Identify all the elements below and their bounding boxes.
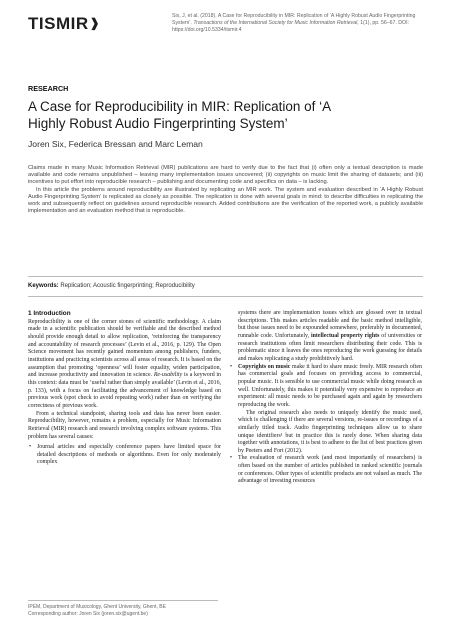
body-text: systems there are implementation issues which are glossed over in textual descriptions. This makes articles readable and the basic method intelligible, but those issues need to be expounded somewhere, preferably in documented, runnable code. Unfortunately, bbox=[238, 310, 422, 339]
journal-logo bbox=[28, 14, 100, 34]
keywords-bottom-divider bbox=[28, 296, 423, 297]
keywords-text: Replication; Acoustic fingerprinting; Reproducibility bbox=[60, 283, 195, 289]
citation-journal2: Music Information Retrieval, bbox=[294, 20, 359, 26]
body-text: make it hard to share music freely. MIR research often has commercial goals and focuses on providing access to commercial, popular music. It is sensible to use commercial music while doing research as well. Unfortunately, this makes it potentially very expensive to reproduce an experiment: all music needs to be purchased again and again by researchers reproducing the work. bbox=[238, 363, 422, 408]
bullet-item bbox=[229, 364, 422, 410]
article-type-label: RESEARCH bbox=[28, 84, 69, 93]
abstract-paragraph-2: In this article the problems around reproducibility are illustrated by replicating an MIR work. The system and evaluation described in ‘A Highly Robust Audio Fingerprinting System’ is replicated as closely as possible. The replication is done with several goals in mind: to describe difficulties in replicating the work and subsequently reflect on guidelines around reproducible research. Added contributions are the verification of the reported work, a publicly available implementation and an evaluation method that is reproducible. bbox=[28, 186, 423, 215]
title-line-2: Highly Robust Audio Fingerprinting System’ bbox=[28, 116, 288, 131]
body-bold-term: Copyrights on music bbox=[238, 363, 291, 370]
citation-tail: 1(1), pp. 56–67. DOI: https://doi.org/10.5334/tismir.4 bbox=[172, 20, 409, 33]
body-italic-term: Re-usability bbox=[153, 372, 183, 379]
citation-line2: Robust Audio Fingerprinting System’. bbox=[172, 13, 416, 26]
logo-arrow-icon: ❱ bbox=[89, 16, 101, 30]
article-title bbox=[28, 98, 428, 132]
affiliation-line: IPEM, Department of Musicology, Ghent University, Ghent, BE bbox=[28, 604, 166, 610]
body-column-right bbox=[229, 310, 422, 486]
bullet-item: • The evaluation of research work (and most importantly of researchers) is often based on the number of articles published in ranked scientific journals or conferences. Other types of scientific products are not valued as much. The advantage of investing resources bbox=[229, 455, 422, 486]
body-text: Reproducibility is one of the corner stones of scientific methodology. A claim made in a scientific publication should be verifiable and the described method should provide enough detail to allow replication, ‘reinforcing the transparency and accountability of research processes’ (Levin et al., 2016, p. 129). The Open Science movement has recently gained momentum among publishers, funders, institutions and practicing scientists across all areas of research. It is based on the assumption that promoting ‘openness’ will foster equality, widen participation, and increase productivity and innovation in science. bbox=[28, 318, 221, 379]
body-paragraph bbox=[229, 310, 422, 364]
author-list: Joren Six, Federica Bressan and Marc Leman bbox=[28, 139, 203, 149]
section-heading: 1 Introduction bbox=[28, 310, 71, 317]
footnote-divider bbox=[28, 600, 218, 601]
bullet-item: • Journal articles and especially conference papers have limited space for detailed descriptions of methods or algorithms. Even for only moderately complex bbox=[28, 444, 221, 467]
body-text: of universities or research institutions often limit researchers distributing their code. This is problematic since it leaves the ones reproducing the work guessing for details and makes replicating a study prohibitively hard. bbox=[238, 332, 422, 362]
citation-journal: Transactions of the International Society for bbox=[193, 20, 294, 26]
keywords-label: Keywords: bbox=[28, 283, 59, 289]
affiliation-footnote bbox=[28, 604, 248, 618]
abstract-paragraph-1: Claims made in many Music Information Retrieval (MIR) publications are hard to verify due to the fact that (i) often only a textual description is made available and code remains unpublished – leaving many implementation issues uncovered; (ii) copyrights on music limit the sharing of datasets; and (iii) incentives to put effort into reproducible research – publishing and documenting code and specifics on data – is lacking. bbox=[28, 165, 423, 186]
body-paragraph: From a technical standpoint, sharing tools and data has never been easier. Reproducibility, however, remains a problem, especially for Music Information Retrieval (MIR) research and research involving complex software systems. This problem has several causes: bbox=[28, 410, 221, 440]
citation-line1: Six, J, et al. (2018). A Case for Reproducibility in MIR: Replication of ‘A Highly bbox=[172, 13, 350, 19]
body-column-left bbox=[28, 310, 221, 467]
title-line-1: A Case for Reproducibility in MIR: Replication of ‘A bbox=[28, 99, 332, 114]
body-paragraph bbox=[28, 319, 221, 411]
abstract bbox=[28, 165, 423, 215]
keywords-line bbox=[28, 283, 195, 289]
body-text: is a keyword in this context: data must be ‘useful rather than simply available’ (Levin et al., 2016, p. 133), with a focus on facilitating the advancement of knowledge based on previous work (spot check to avoid repeating work) rather than on verifying the correctness of previous work. bbox=[28, 372, 221, 409]
keywords-top-divider bbox=[28, 276, 423, 277]
citation-block bbox=[172, 13, 434, 34]
corresponding-author-line: Corresponding author: Joren Six (joren.six@ugent.be) bbox=[28, 611, 148, 617]
body-paragraph: The original research also needs to uniquely identify the music used, which is challenging if there are several versions, re-issues or recordings of a similarly titled track. Audio fingerprinting techniques allow us to share unique identifiers¹ but in practice this is rarely done. When sharing data together with annotations, it is best to adhere to the list of best practices given by Peeters and Fort (2012). bbox=[238, 409, 422, 454]
body-bold-term: intellectual property rights bbox=[310, 332, 380, 339]
logo-text: TISMIR bbox=[28, 14, 89, 33]
